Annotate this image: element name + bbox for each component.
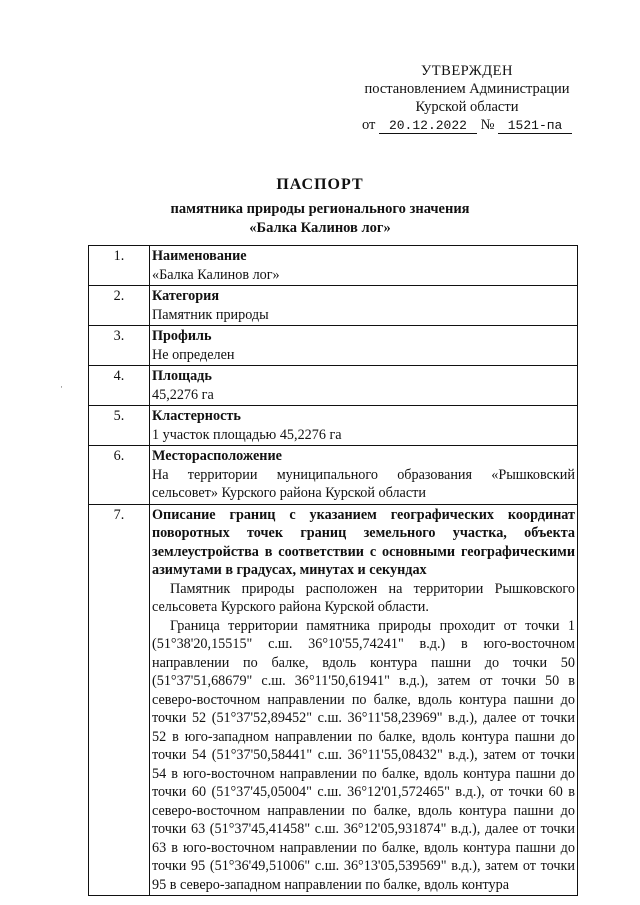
row-paragraph: Граница территории памятника природы проходит от точки 1 (51°38'20,15515" с.ш. 36°10'55,74241" в.д.) в юго-восточном направлении по балке, вдоль контура пашни до точки 50 (51°37'51,68679" с.ш. 36°11'50,61941" в.д.), затем от точки 50 в северо-восточном направлении по балке, вдоль контура пашни до точки 52 (51°37'52,89452" с.ш. 36°11'58,23969" в.д.), далее от точки 52 в юго-западном направлении по балке, вдоль контура пашни до точки 54 (51°37'50,58441" с.ш. 36°11'55,08432" в.д.), затем от точки 54 в юго-восточном направлении по балке, вдоль контура пашни до точки 60 (51°37'45,05004" с.ш. 36°12'01,572465" в.д.), от точки 60 в северо-восточном направлении по балке, вдоль контура пашни до точки 63 (51°37'45,41458" с.ш. 36°12'05,931874" в.д.), далее от точки 63 в юго-восточном направлении по балке, вдоль контура пашни до точки 95 (51°36'49,51006" с.ш. 36°13'05,539569" в.д.), затем от точки 95 в северо-западном направлении по балке, вдоль контура: [152, 617, 575, 893]
approval-title: УТВЕРЖДЕН: [421, 63, 513, 79]
row-content: [150, 246, 578, 286]
row-value: Не определен: [152, 346, 235, 363]
table-row: [89, 366, 578, 406]
row-label: Месторасположение: [152, 448, 282, 464]
row-value: На территории муниципального образования «Рышковский сельсовет» Курского района Курской области: [152, 466, 575, 501]
row-number: 6.: [89, 446, 150, 505]
row-value: Памятник природы: [152, 306, 269, 323]
row-number: 4.: [89, 366, 150, 406]
title-subject: памятника природы регионального значения: [170, 201, 470, 217]
approval-by: постановлением Администрации: [364, 81, 570, 97]
row-content: [150, 504, 578, 896]
approval-stamp: [352, 62, 582, 134]
row-number: 2.: [89, 286, 150, 326]
table-row: [89, 286, 578, 326]
table-row: [89, 326, 578, 366]
row-value: «Балка Калинов лог»: [152, 266, 280, 283]
row-label: Площадь: [152, 368, 212, 384]
row-label: Кластерность: [152, 408, 241, 424]
row-value: 45,2276 га: [152, 386, 214, 403]
row-content: [150, 366, 578, 406]
row-content: [150, 286, 578, 326]
row-label: Категория: [152, 288, 220, 304]
number-prefix: №: [480, 117, 495, 133]
approval-authority: Курской области: [415, 99, 519, 115]
row-number: 5.: [89, 406, 150, 446]
row-value: 1 участок площадью 45,2276 га: [152, 426, 342, 443]
margin-mark: ·: [60, 382, 63, 392]
row-number: 1.: [89, 246, 150, 286]
row-paragraph: Памятник природы расположен на территории Рышковского сельсовета Курского района Курской области.: [152, 580, 575, 615]
row-content: [150, 446, 578, 505]
title-passport: ПАСПОРТ: [276, 176, 364, 193]
row-number: 7.: [89, 504, 150, 896]
row-content: [150, 406, 578, 446]
table-row: [89, 504, 578, 896]
date-prefix: от: [361, 117, 376, 133]
row-content: [150, 326, 578, 366]
approval-number: 1521-па: [498, 118, 572, 134]
title-name: «Балка Калинов лог»: [249, 220, 391, 236]
row-label: Наименование: [152, 248, 247, 264]
approval-date: 20.12.2022: [379, 118, 477, 134]
table-row: [89, 406, 578, 446]
document-title: [0, 176, 640, 238]
row-number: 3.: [89, 326, 150, 366]
row-label: Профиль: [152, 328, 212, 344]
table-row: [89, 446, 578, 505]
passport-table: [88, 245, 578, 896]
row-label: Описание границ с указанием географических координат поворотных точек границ земельного участка, объекта землеустройства в соответствии с основными географическими азимутами в градусах, минутах и секундах: [152, 506, 575, 578]
table-row: [89, 246, 578, 286]
approval-date-line: [352, 116, 582, 134]
